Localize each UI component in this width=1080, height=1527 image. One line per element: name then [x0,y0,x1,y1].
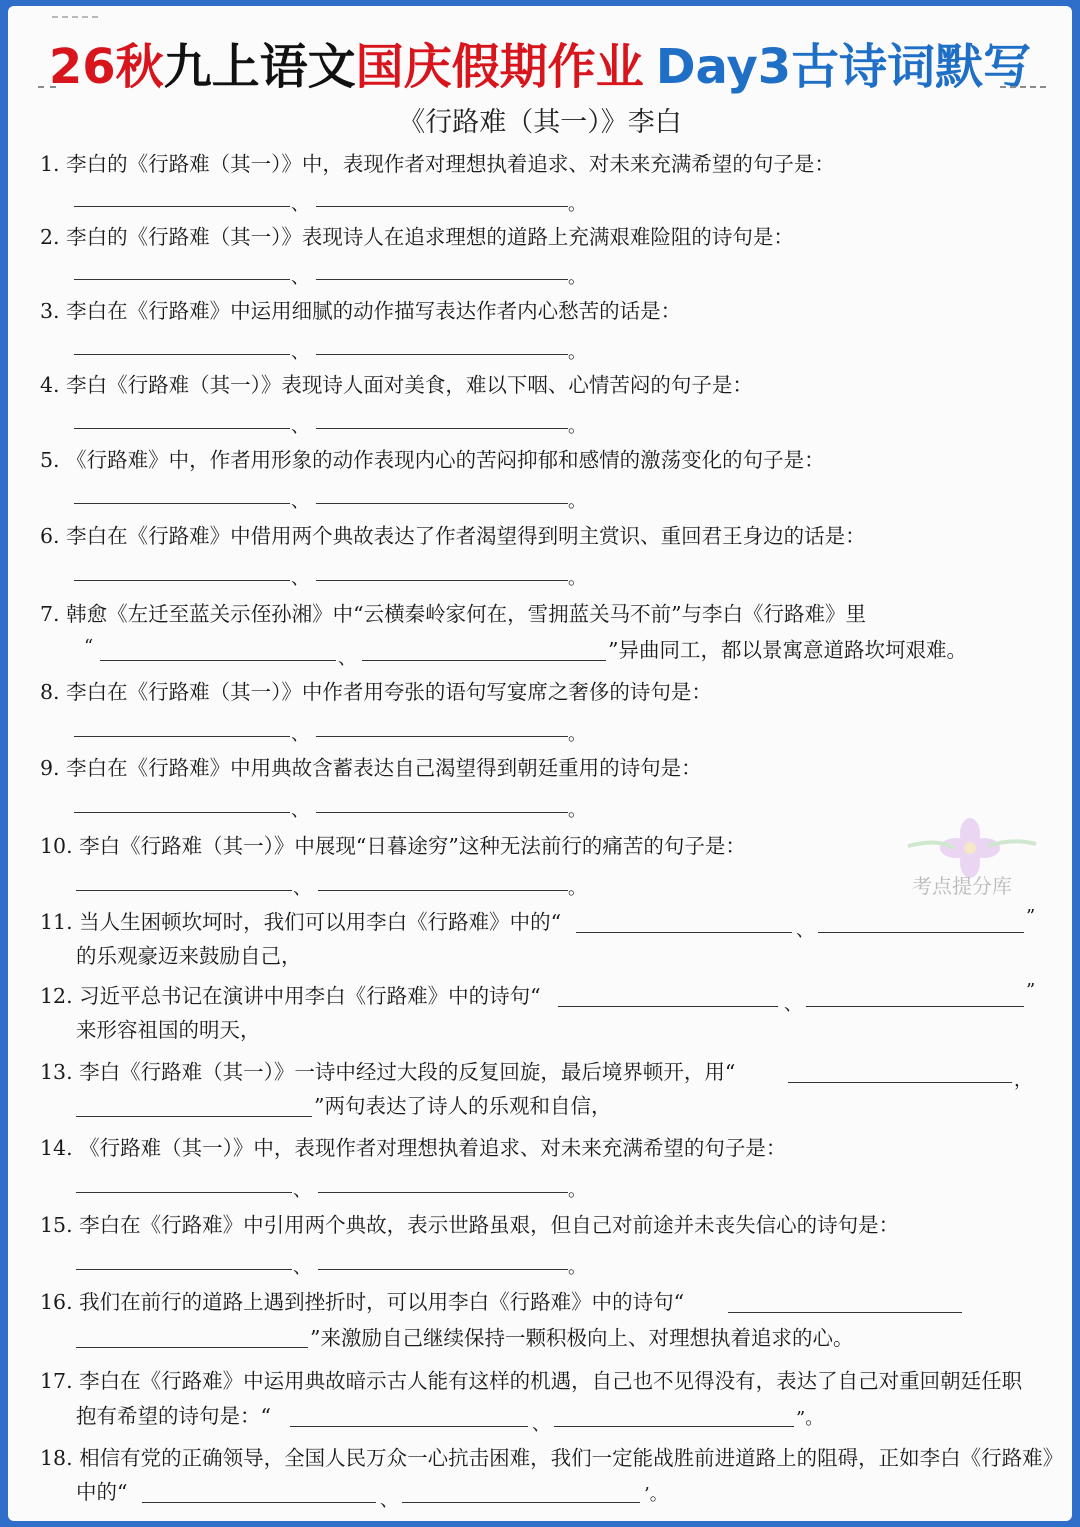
question-18-tail: 中的“ [76,1480,128,1504]
punct: 、 [291,491,309,512]
answer-blank[interactable] [316,736,568,737]
question-13: 13. 李白《行路难（其一）》一诗中经过大段的反复回旋，最后境界顿开，用“ [40,1060,736,1084]
answer-blank[interactable] [806,1006,1024,1007]
answer-blank[interactable] [316,503,568,504]
punct: ” [1026,906,1036,927]
punct: 。 [568,1180,586,1201]
answer-blank[interactable] [74,206,290,207]
answer-blank[interactable] [76,1192,292,1193]
decorative-dash [52,16,98,18]
punct: ”。 [796,1408,824,1429]
title-divider-right [1000,86,1046,88]
question-2: 2. 李白的《行路难（其一）》表现诗人在追求理想的道路上充满艰难险阻的诗句是： [40,225,794,249]
punct: 、 [532,1414,550,1435]
punct: 。 [568,416,586,437]
answer-blank[interactable] [316,428,568,429]
question-17: 17. 李白在《行路难》中运用典故暗示古人能有这样的机遇，自己也不见得没有，表达了自己对重回朝廷任职 [40,1369,1023,1393]
title-divider-left [38,86,56,88]
punct: 、 [291,416,309,437]
answer-blank[interactable] [142,1502,376,1503]
punct: ’。 [644,1484,668,1505]
punct: 、 [293,1257,311,1278]
punct: 、 [291,267,309,288]
question-7-tail: ”异曲同工，都以景寓意道路坎坷艰难。 [608,638,967,662]
punct: “ [84,636,94,657]
punct: 。 [568,342,586,363]
answer-blank[interactable] [318,890,568,891]
watermark-text: 考点提分库 [912,874,1012,898]
punct: 、 [796,920,814,941]
question-13-tail: ”两句表达了诗人的乐观和自信， [314,1094,612,1118]
question-7: 7. 韩愈《左迁至蓝关示侄孙湘》中“云横秦岭家何在，雪拥蓝关马不前”与李白《行路难》里 [40,602,867,626]
answer-blank[interactable] [554,1426,794,1427]
question-11: 11. 当人生困顿坎坷时，我们可以用李白《行路难》中的“ [40,910,562,934]
punct: 、 [293,1180,311,1201]
question-5: 5. 《行路难》中，作者用形象的动作表现内心的苦闷抑郁和感情的激荡变化的句子是： [40,448,825,472]
poem-subtitle: 《行路难（其一）》李白 [398,107,682,138]
answer-blank[interactable] [362,660,606,661]
punct: 、 [784,994,802,1015]
question-6: 6. 李白在《行路难》中借用两个典故表达了作者渴望得到明主赏识、重回君王身边的话是： [40,524,866,548]
punct: 、 [291,724,309,745]
question-12-tail: 来形容祖国的明天， [76,1018,261,1042]
answer-blank[interactable] [316,812,568,813]
answer-blank[interactable] [316,580,568,581]
question-9: 9. 李白在《行路难》中用典故含蓄表达自己渴望得到朝廷重用的诗句是： [40,756,702,780]
question-10: 10. 李白《行路难（其一）》中展现“日暮途穷”这种无法前行的痛苦的句子是： [40,834,746,858]
question-12: 12. 习近平总书记在演讲中用李白《行路难》中的诗句“ [40,984,541,1008]
punct: 。 [568,878,586,899]
question-17-tail: 抱有希望的诗句是：“ [76,1404,271,1428]
punct: 。 [568,267,586,288]
question-3: 3. 李白在《行路难》中运用细腻的动作描写表达作者内心愁苦的话是： [40,299,682,323]
punct: 、 [291,800,309,821]
answer-blank[interactable] [558,1006,778,1007]
answer-blank[interactable] [74,812,290,813]
answer-blank[interactable] [74,503,290,504]
answer-blank[interactable] [74,279,290,280]
title-part-1: 26秋 [48,39,164,95]
answer-blank[interactable] [318,1269,568,1270]
question-8: 8. 李白在《行路难（其一）》中作者用夸张的语句写宴席之奢侈的诗句是： [40,680,712,704]
title-part-4: Day3古诗词默写 [655,39,1032,95]
answer-blank[interactable] [318,1192,568,1193]
page-title [0,28,1080,97]
punct: 。 [568,800,586,821]
answer-blank[interactable] [76,1116,312,1117]
question-15: 15. 李白在《行路难》中引用两个典故，表示世路虽艰，但自己对前途并未丧失信心的诗句是： [40,1213,900,1237]
answer-blank[interactable] [576,932,792,933]
punct: 。 [568,194,586,215]
question-11-tail: 的乐观豪迈来鼓励自己， [76,944,302,968]
answer-blank[interactable] [728,1312,962,1313]
question-16-tail: ”来激励自己继续保持一颗积极向上、对理想执着追求的心。 [310,1326,854,1350]
answer-blank[interactable] [290,1426,528,1427]
answer-blank[interactable] [74,428,290,429]
punct: ， [1014,1070,1032,1091]
answer-blank[interactable] [402,1502,640,1503]
punct: 、 [291,194,309,215]
title-part-2: 九上语文 [163,39,356,95]
answer-blank[interactable] [100,660,336,661]
answer-blank[interactable] [74,580,290,581]
punct: 。 [568,491,586,512]
punct: 、 [291,342,309,363]
punct: 。 [568,568,586,589]
punct: 。 [568,1257,586,1278]
question-18: 18. 相信有党的正确领导，全国人民万众一心抗击困难，我们一定能战胜前进道路上的阻碍，正如李白《行路难》 [40,1446,1064,1470]
answer-blank[interactable] [76,890,292,891]
punct: 、 [338,648,356,669]
punct: 。 [568,724,586,745]
punct: 、 [293,878,311,899]
answer-blank[interactable] [316,206,568,207]
answer-blank[interactable] [316,279,568,280]
title-part-3: 国庆假期作业 [355,39,644,95]
question-14: 14. 《行路难（其一）》中，表现作者对理想执着追求、对未来充满希望的句子是： [40,1136,787,1160]
question-16: 16. 我们在前行的道路上遇到挫折时，可以用李白《行路难》中的诗句“ [40,1290,685,1314]
answer-blank[interactable] [76,1269,292,1270]
punct: 、 [380,1490,398,1511]
question-4: 4. 李白《行路难（其一）》表现诗人面对美食，难以下咽、心情苦闷的句子是： [40,373,753,397]
answer-blank[interactable] [76,1347,308,1348]
answer-blank[interactable] [818,932,1024,933]
answer-blank[interactable] [74,736,290,737]
answer-blank[interactable] [316,354,568,355]
punct: ” [1026,980,1036,1001]
answer-blank[interactable] [74,354,290,355]
answer-blank[interactable] [788,1082,1012,1083]
question-1: 1. 李白的《行路难（其一）》中，表现作者对理想执着追求、对未来充满希望的句子是： [40,152,835,176]
punct: 、 [291,568,309,589]
